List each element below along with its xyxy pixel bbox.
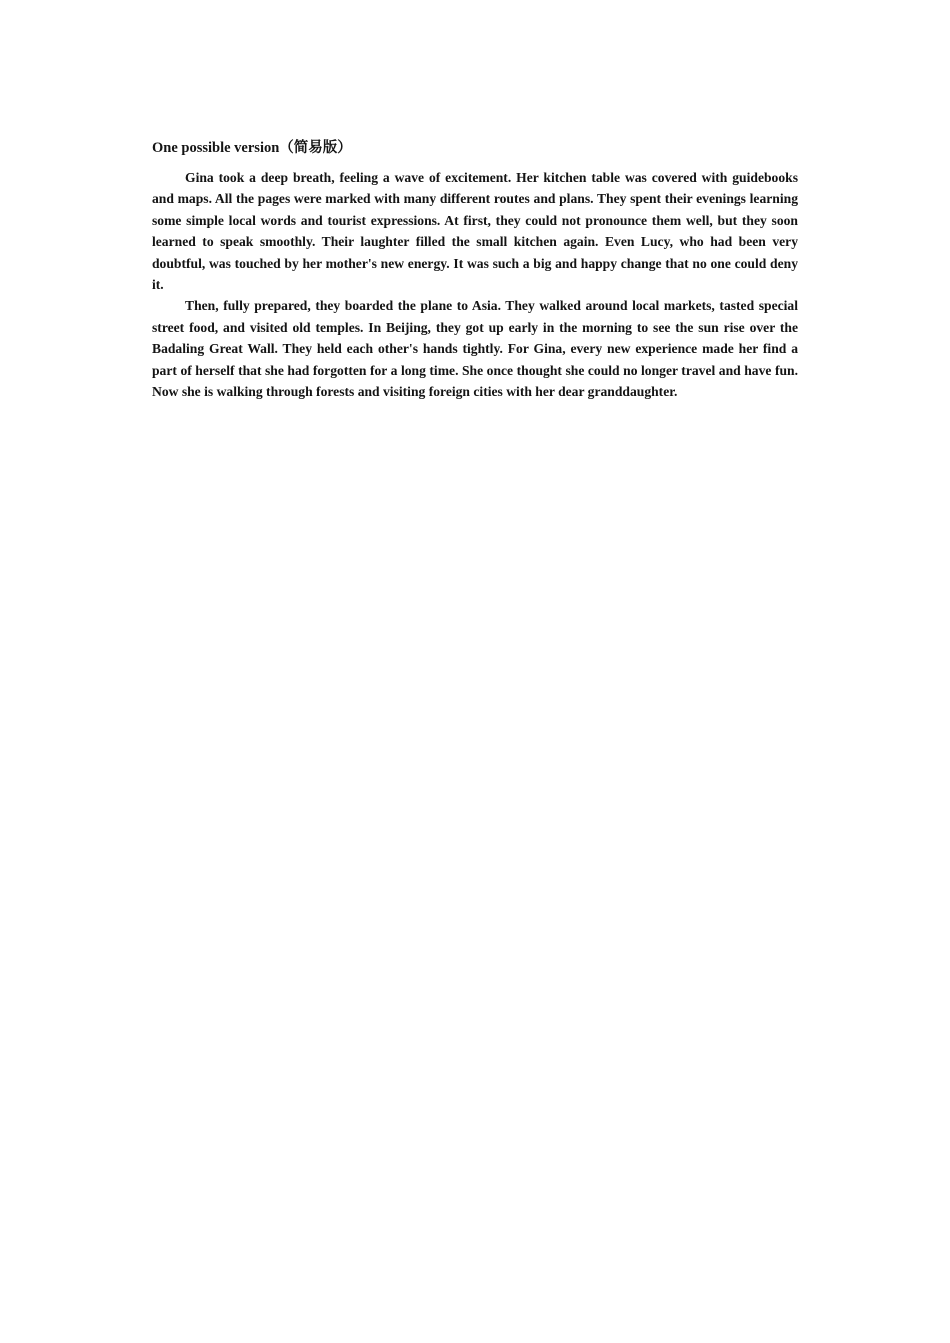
essay-paragraph-1: Gina took a deep breath, feeling a wave of excitement. Her kitchen table was covered with guidebooks and maps. All the pages were marked with many different routes and plans. They spent their evenings learning some simple local words and tourist expressions. At first, they could not pronounce them well, but they soon learned to speak smoothly. Their laughter filled the small kitchen again. Even Lucy, who had been very doubtful, was touched by her mother's new energy. It was such a big and happy change that no one could deny it. [152,170,798,293]
essay-paragraph-2: Then, fully prepared, they boarded the plane to Asia. They walked around local markets, tasted special street food, and visited old temples. In Beijing, they got up early in the morning to see the sun rise over the Badaling Great Wall. They held each other's hands tightly. For Gina, every new experience made her find a part of herself that she had forgotten for a long time. She once thought she could no longer travel and have fun. Now she is walking through forests and visiting foreign cities with her dear granddaughter. [152,298,798,400]
essay-body [152,138,798,402]
essay-heading: One possible version（简易版） [152,140,352,156]
